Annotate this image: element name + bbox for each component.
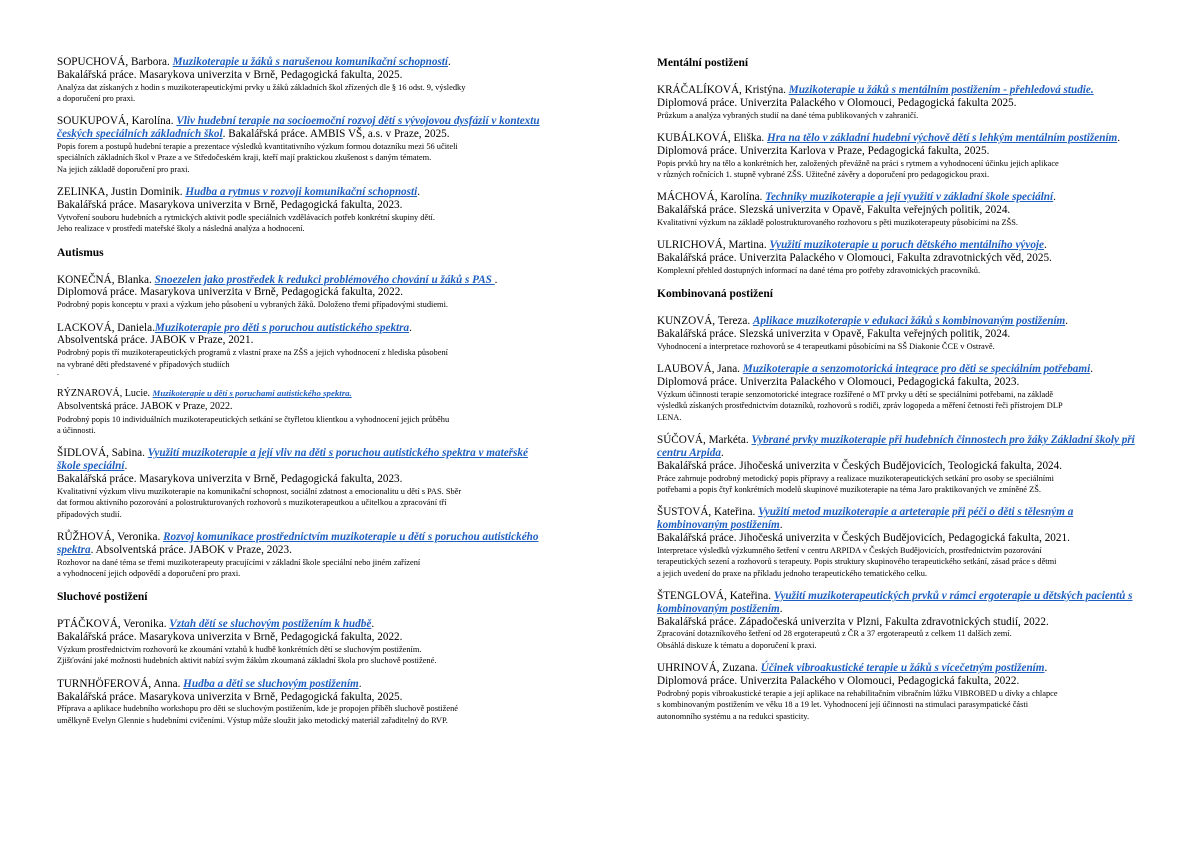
description-line: v různých ročnících 1. stupně vybrané ZŠS. Užitečné závěry a doporučení pro pedagogickou praxi.	[657, 170, 990, 179]
entry-title-link[interactable]: Muzikoterapie a senzomotorická integrace pro děti se speciálním potřebami	[742, 363, 1091, 376]
bibliography-entry	[57, 387, 545, 436]
entry-after-title: . Bakalářská práce. AMBIS VŠ, a.s. v Praze, 2025.	[222, 128, 450, 141]
entry-title-link[interactable]: Muzikoterapie u žáků s mentálním postižením - přehledová studie.	[788, 84, 1094, 96]
bibliography-entry	[57, 531, 545, 579]
entry-reference	[657, 84, 1145, 97]
entry-source: Absolventská práce. JABOK v Praze, 2021.	[57, 334, 254, 347]
entry-description	[57, 486, 545, 520]
entry-after-title: .	[1053, 191, 1056, 204]
entry-description	[57, 414, 545, 437]
entry-title-link[interactable]: Aplikace muzikoterapie v edukaci žáků s kombinovaným postižením	[752, 315, 1066, 328]
description-line: Analýza dat získaných z hodin s muzikoterapeutickými prvky u žáků základních škol zřízených dle § 16 odst. 9, výsledky	[57, 82, 466, 92]
description-line: Výzkum účinnosti terapie senzomotorické integrace rozšířené o MT prvky u dětí se speciálními potřebami, na základě	[657, 390, 1054, 399]
entry-description	[657, 628, 1145, 651]
entry-source: Diplomová práce. Univerzita Palackého v Olomouci, Pedagogická fakulta 2025.	[657, 96, 1017, 109]
description-line: LENA.	[657, 412, 682, 422]
entry-reference	[657, 434, 1145, 460]
description-line: případových studií.	[57, 509, 122, 519]
entry-after-title: .	[779, 519, 783, 532]
section-heading: Mentální postižení	[657, 57, 749, 69]
entry-title-link[interactable]: Muzikoterapie u dětí s poruchami autistického spektra.	[152, 388, 352, 399]
entry-description	[57, 703, 545, 726]
entry-description	[657, 158, 1145, 181]
entry-author: KONEČNÁ, Blanka.	[57, 273, 155, 286]
entry-after-title: .	[779, 602, 783, 615]
entry-source: Diplomová práce. Masarykova univerzita v Brně, Pedagogická fakulta, 2022.	[57, 286, 404, 299]
section-heading: Kombinovaná postižení	[657, 288, 773, 301]
entry-reference	[657, 363, 1145, 376]
description-line: Obsáhlá diskuze k tématu a doporučení k praxi.	[657, 640, 817, 650]
bibliography-entry	[657, 132, 1145, 180]
entry-reference	[657, 132, 1145, 158]
entry-author: ŠUSTOVÁ, Kateřina.	[657, 506, 759, 519]
bibliography-entry	[57, 115, 545, 175]
right-column	[657, 56, 1145, 733]
entry-source: Bakalářská práce. Slezská univerzita v Opavě, Fakulta veřejných politik, 2024.	[657, 328, 1011, 341]
entry-after-title: .	[358, 677, 362, 690]
entry-author: ULRICHOVÁ, Martina.	[657, 239, 770, 252]
entry-description	[657, 341, 1145, 352]
entry-after-title: .	[409, 321, 412, 334]
entry-after-title: . Absolventská práce. JABOK v Praze, 2023.	[90, 543, 292, 556]
entry-reference	[57, 447, 545, 473]
section-heading: Autismus	[57, 246, 104, 259]
description-line: umělkyně Evelyn Glennie s hudebními cvičeními. Výstup může sloužit jako metodický materiál zařaditelný do RVP.	[57, 715, 448, 725]
description-line: Popis forem a postupů hudební terapie a prezentace výsledků kvantitativního výzkum formou dotazníku mezi 56 učiteli	[57, 142, 458, 151]
entry-title-link[interactable]: Hudba a rytmus v rozvoji komunikační schopnosti	[185, 186, 418, 199]
entry-title-link[interactable]: Muzikoterapie pro děti s poruchou autistického spektra	[154, 321, 410, 334]
entry-reference	[657, 590, 1145, 616]
entry-description	[657, 545, 1145, 579]
entry-reference	[657, 662, 1145, 675]
description-line: a jejich uvedení do praxe na příkladu jednoho terapeutického tematického celku.	[657, 568, 927, 578]
entry-author: LACKOVÁ, Daniela.	[57, 321, 155, 334]
entry-after-title: .	[417, 186, 421, 199]
entry-source: Diplomová práce. Univerzita Palackého v Olomouci, Pedagogická fakulta, 2022.	[657, 675, 1020, 688]
entry-description	[657, 110, 1145, 121]
description-line: a vyhodnocení jejich odpovědí a doporučení pro praxi.	[57, 569, 241, 579]
entry-source: Bakalářská práce. Univerzita Palackého v Olomouci, Fakulta zdravotnických věd, 2025.	[657, 252, 1052, 265]
entry-author: ZELINKA, Justin Dominik.	[57, 186, 186, 199]
bibliography-entry	[57, 274, 545, 311]
entry-reference	[57, 531, 545, 557]
entry-description	[657, 688, 1145, 722]
entry-description	[57, 82, 545, 105]
description-line: Výzkum prostřednictvím rozhovorů ke zkoumání vztahů k hudbě konkrétních dětí se sluchovým postižením.	[57, 645, 422, 655]
entry-description	[657, 389, 1145, 423]
description-line: Zjišťování jaké možnosti hudebních aktivit nabízí svým žákům zkoumaná základní škola pro sluchově postižené.	[57, 656, 437, 666]
entry-author: SÚČOVÁ, Markéta.	[657, 434, 752, 447]
entry-reference	[57, 618, 545, 631]
entry-reference	[57, 322, 545, 335]
entry-title-link[interactable]: Hudba a děti se sluchovým postižením	[183, 677, 359, 690]
entry-author: KUNZOVÁ, Tereza.	[657, 315, 753, 328]
entry-after-title: .	[448, 56, 451, 68]
entry-source: Diplomová práce. Univerzita Palackého v Olomouci, Pedagogická fakulta, 2023.	[657, 376, 1020, 389]
entry-author: TURNHÖFEROVÁ, Anna.	[57, 677, 184, 690]
entry-author: SOPUCHOVÁ, Barbora.	[57, 56, 173, 68]
description-line: Na jejich základě doporučení pro praxi.	[57, 164, 190, 174]
description-line: dat formou aktivního pozorování a polostrukturovaných rozhovorů s muzikoterapeutkou a učitelkou a zpracování tří	[57, 498, 447, 508]
entry-after-title: .	[720, 447, 724, 460]
entry-reference	[657, 191, 1145, 204]
entry-author: ŠTENGLOVÁ, Kateřina.	[657, 590, 774, 603]
entry-author: MÁCHOVÁ, Karolína.	[657, 191, 766, 204]
bibliography-entry	[657, 363, 1145, 423]
description-line: Vyhodnocení a interpretace rozhovorů se 4 terapeutkami působícími na SŠ Diakonie ČCE v Ostravě.	[657, 342, 995, 351]
entry-reference	[57, 56, 545, 69]
entry-title-link[interactable]: Techniky muzikoterapie a její využití v základní škole speciální	[765, 191, 1054, 204]
entry-reference	[57, 387, 545, 401]
description-line: Příprava a aplikace hudebního workshopu pro děti se sluchovým postižením, kde je propojen příběh sluchově postižené	[57, 704, 458, 714]
entry-after-title: . Diplomová práce. Univerzita Karlova v Praze, Pedagogická fakulta, 2025.	[657, 132, 1121, 157]
entry-title-link[interactable]: Vztah dětí se sluchovým postižením k hudbě	[169, 618, 372, 631]
description-line: Vytvoření souboru hudebních a rytmických aktivit podle speciálních vzdělávacích potřeb konkrétní skupiny dětí.	[57, 212, 435, 222]
bibliography-entry	[657, 315, 1145, 352]
entry-reference	[57, 186, 545, 199]
description-line: Kvalitativní výzkum vlivu muzikoterapie na komunikační schopnost, sociální zdatnost a emocionalitu u dětí s PAS. Sběr	[57, 486, 462, 496]
description-line: a účinnosti.	[57, 426, 96, 436]
entry-title-link[interactable]: Účinek vibroakustické terapie u žáků s vícečetným postižením	[760, 662, 1045, 675]
bibliography-entry	[657, 506, 1145, 579]
entry-description	[57, 212, 545, 235]
entry-after-title: .	[371, 618, 375, 631]
description-line: Podrobný popis tří muzikoterapeutických programů z vlastní praxe na ZŠS a jejich vyhodnocení z hlediska působení	[57, 348, 448, 358]
entry-author: ŠIDLOVÁ, Sabina.	[57, 447, 148, 460]
left-column	[57, 56, 545, 737]
section-heading: Sluchové postižení	[57, 591, 148, 604]
entry-description	[57, 347, 545, 370]
entry-description	[657, 265, 1145, 276]
entry-after-title: .	[1044, 239, 1047, 252]
entry-description	[57, 299, 545, 310]
description-line: na vybrané děti představené v případových studiích	[57, 359, 230, 369]
entry-after-title: .	[1090, 363, 1093, 376]
description-line: Zpracování dotazníkového šetření od 28 ergoterapeutů z ČR a 37 ergoterapeutů z celkem 11 dalších zemí.	[657, 629, 1012, 639]
bibliography-entry	[57, 322, 545, 376]
description-line: Podrobný popis konceptu v praxi a výzkum jeho působení u vybraných žáků. Doloženo třemi případovými studiemi.	[57, 300, 448, 310]
description-line: Kvalitativní výzkum na základě polostrukturovaného rozhovoru s pěti muzikoterapeuty působícími na ZŠS.	[657, 218, 1018, 227]
entry-source: Bakalářská práce. Masarykova univerzita v Brně, Pedagogická fakulta, 2023.	[57, 473, 403, 486]
description-line: Jeho realizace v prostředí mateřské školy a následná analýza a hodnocení.	[57, 224, 305, 234]
bibliography-entry	[57, 56, 545, 104]
entry-title-link[interactable]: Rozvoj komunikace prostřednictvím muzikoterapie u dětí s poruchou autistického spektra	[57, 531, 539, 556]
entry-description	[57, 141, 545, 175]
entry-source: Bakalářská práce. Slezská univerzita v Opavě, Fakulta veřejných politik, 2024.	[657, 204, 1011, 217]
description-line: a doporučení pro praxi.	[57, 94, 136, 103]
entry-reference	[57, 115, 545, 141]
entry-source: Bakalářská práce. Jihočeská univerzita v Českých Budějovicích, Teologická fakulta, 2024.	[657, 459, 1063, 472]
entry-title-link[interactable]: Využití muzikoterapeutických prvků v rámci ergoterapie u dětských pacientů s kombinovaným postižením	[657, 590, 1133, 615]
entry-reference	[657, 506, 1145, 532]
bibliography-entry	[657, 84, 1145, 121]
entry-description	[57, 557, 545, 580]
entry-title-link[interactable]: Využití muzikoterapie u poruch dětského mentálního vývoje	[769, 239, 1045, 252]
description-line: speciálních základních škol v Praze a ve Středočeském kraji, kteří mají praktickou zkušenost s daným tématem.	[57, 153, 432, 163]
entry-author: UHRINOVÁ, Zuzana.	[657, 662, 761, 675]
entry-reference	[57, 274, 545, 287]
bibliography-entry	[57, 618, 545, 666]
entry-after-title: .	[124, 460, 128, 473]
entry-description	[57, 644, 545, 667]
stray-mark: .	[57, 368, 59, 378]
description-line: Popis prvků hry na tělo a konkrétních her, založených převážně na práci s rytmem a vyhodnocení účinku jejich aplikace	[657, 158, 1059, 168]
description-line: Podrobný popis vibroakustické terapie a její aplikace na rehabilitačním vibračním lůžku VIBROBED u dívky a chlapce	[657, 688, 1058, 698]
description-line: Interpretace výsledků výzkumného šetření v centru ARPIDA v Českých Budějovicích, prostřednictvím pozorování	[657, 545, 1042, 555]
entry-title-link[interactable]: Hra na tělo v základní hudební výchově dětí s lehkým mentálním postižením	[767, 132, 1118, 144]
entry-source: Bakalářská práce. Masarykova univerzita v Brně, Pedagogická fakulta, 2023.	[57, 199, 403, 212]
description-line: Rozhovor na dané téma se třemi muzikoterapeuty pracujícími v základní škole speciální nebo jiném zařízení	[57, 557, 421, 567]
entry-source: Bakalářská práce. Masarykova univerzita v Brně, Pedagogická fakulta, 2025.	[57, 690, 403, 703]
entry-title-link[interactable]: Muzikoterapie u žáků s narušenou komunikační schopností	[172, 56, 449, 68]
entry-reference	[657, 315, 1145, 328]
entry-source: Bakalářská práce. Západočeská univerzita v Plzni, Fakulta zdravotnických studií, 2022.	[657, 615, 1049, 628]
entry-description	[657, 473, 1145, 496]
description-line: Komplexní přehled dostupných informací na dané téma pro potřeby zdravotnických pracovníků.	[657, 266, 981, 275]
entry-description	[657, 217, 1145, 228]
description-line: terapeutických sezení a rozhovorů s terapeuty. Popis struktury skupinového terapeutického setkání, zásad práce s dětmi	[657, 557, 1057, 567]
entry-title-link[interactable]: Vliv hudební terapie na socioemoční rozvoj dětí s vývojovou dysfázií v kontextu českých speciálních základních škol	[57, 115, 540, 141]
entry-author: KUBÁLKOVÁ, Eliška.	[657, 132, 768, 144]
description-line: Práce zahrnuje podrobný metodický popis přípravy a realizace muzikoterapeutických setkání pro osoby se speciálními	[657, 473, 1054, 483]
entry-reference	[657, 239, 1145, 252]
bibliography-entry	[57, 447, 545, 520]
entry-author: KRÁČALÍKOVÁ, Kristýna.	[657, 84, 789, 96]
entry-author: PTÁČKOVÁ, Veronika.	[57, 618, 170, 631]
entry-source: Bakalářská práce. Jihočeská univerzita v Českých Budějovicích, Pedagogická fakulta, 2021.	[657, 532, 1070, 545]
bibliography-entry	[657, 434, 1145, 495]
entry-after-title: .	[1044, 662, 1048, 675]
entry-after-title: .	[494, 273, 498, 286]
bibliography-entry	[657, 239, 1145, 276]
bibliography-entry	[57, 186, 545, 234]
entry-reference	[57, 678, 545, 691]
entry-title-link[interactable]: Vybrané prvky muzikoterapie při hudebních činnostech pro žáky Základní školy při centru Arpida	[657, 434, 1135, 460]
bibliography-entry	[657, 590, 1145, 651]
entry-author: RŮŽHOVÁ, Veronika.	[57, 531, 164, 544]
entry-source: Absolventská práce. JABOK v Praze, 2022.	[57, 400, 233, 412]
entry-title-link[interactable]: Využití muzikoterapie a její vliv na děti s poruchou autistického spektra v mateřské škole speciální	[57, 447, 528, 473]
entry-title-link[interactable]: Snoezelen jako prostředek k redukci problémového chování u žáků s PAS	[154, 273, 495, 286]
description-line: s kombinovaným postižením ve věku 18 a 19 let. Vyhodnocení její účinnosti na stimulaci parasympatické části	[657, 700, 1029, 710]
entry-source: Bakalářská práce. Masarykova univerzita v Brně, Pedagogická fakulta, 2022.	[57, 631, 403, 644]
bibliography-entry	[57, 678, 545, 726]
description-line: autonomního systému a na redukci spasticity.	[657, 711, 810, 721]
bibliography-entry	[657, 662, 1145, 722]
description-line: potřebami a popis čtyř konkrétních modelů skupinové muzikoterapie na téma Jaro praktikovaných ve zmíněné ZŠ.	[657, 485, 1041, 495]
entry-source: Bakalářská práce. Masarykova univerzita v Brně, Pedagogická fakulta, 2025.	[57, 68, 403, 81]
bibliography-entry	[657, 191, 1145, 228]
description-line: Průzkum a analýza vybraných studií na dané téma publikovaných v zahraničí.	[657, 110, 919, 120]
entry-author: RÝZNAROVÁ, Lucie.	[57, 388, 153, 400]
entry-after-title: .	[1065, 315, 1069, 328]
entry-title-link[interactable]: Využití metod muzikoterapie a arteterapie při péči o děti s tělesným a kombinovaným postižením	[657, 506, 1074, 532]
description-line: Podrobný popis 10 individuálních muzikoterapeutických setkání se čtyřletou klientkou a vyhodnocení jejich průběhu	[57, 414, 450, 424]
entry-author: LAUBOVÁ, Jana.	[657, 363, 743, 376]
description-line: výsledků získaných prostřednictvím dotazníků, rozhovorů s rodiči, zpráv logopeda a měření četnosti řeči přístrojem DLP	[657, 401, 1063, 411]
entry-author: SOUKUPOVÁ, Karolína.	[57, 115, 177, 128]
